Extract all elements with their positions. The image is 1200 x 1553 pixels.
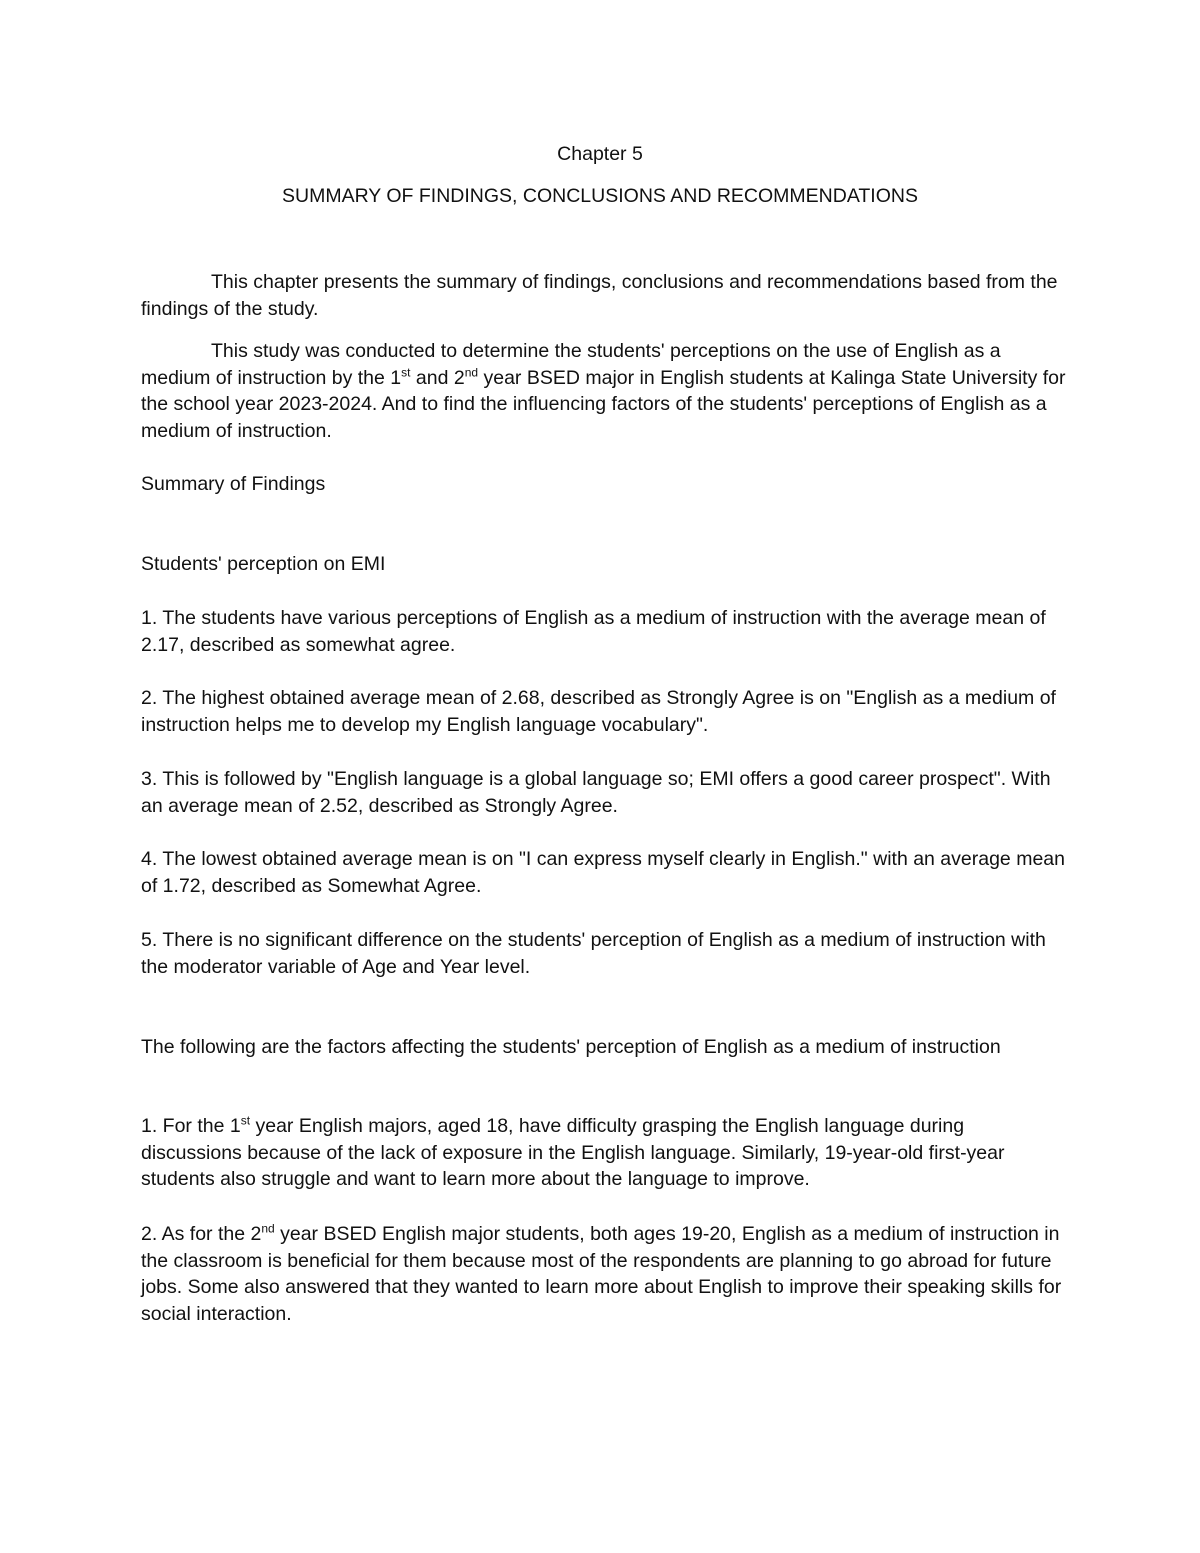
ordinal-suffix-nd: nd bbox=[261, 1221, 275, 1236]
emi-heading: Students' perception on EMI bbox=[141, 553, 386, 575]
emi-finding-2: 2. The highest obtained average mean of 2.68, described as Strongly Agree is on "English as a medium of instruction helps me to develop my English language vocabulary". bbox=[141, 687, 1056, 736]
factor-2-text-2: year BSED English major students, both ages 19-20, English as a medium of instruction in the classroom is beneficial for them because most of the respondents are planning to go abroad for future jobs. Some also answered that they wanted to learn more about English to improve their speaking skills for social interaction. bbox=[141, 1223, 1062, 1325]
factor-2-text-1: 2. As for the 2 bbox=[141, 1223, 262, 1245]
ordinal-suffix-st: st bbox=[240, 1113, 251, 1128]
ordinal-suffix-st: st bbox=[401, 365, 411, 379]
emi-finding-4: 4. The lowest obtained average mean is on "I can express myself clearly in English." with an average mean of 1.72, described as Somewhat Agree. bbox=[141, 848, 1065, 897]
factor-item-1 bbox=[141, 1113, 1066, 1193]
chapter-title: SUMMARY OF FINDINGS, CONCLUSIONS AND RECOMMENDATIONS bbox=[282, 185, 918, 207]
chapter-label: Chapter 5 bbox=[557, 143, 643, 165]
factor-1-text-1: 1. For the 1 bbox=[141, 1115, 241, 1137]
factor-1-text-2: year English majors, aged 18, have difficulty grasping the English language during discussions because of the lack of exposure in the English language. Similarly, 19-year-old first-year students also struggle and want to learn more about the language to improve. bbox=[141, 1115, 1005, 1190]
factor-item-2 bbox=[141, 1221, 1066, 1327]
factors-heading: The following are the factors affecting the students' perception of English as a medium of instruction bbox=[141, 1036, 1001, 1058]
ordinal-suffix-nd: nd bbox=[464, 365, 479, 379]
study-paragraph-text-2: and 2 bbox=[410, 366, 465, 389]
study-paragraph bbox=[141, 338, 1066, 444]
emi-finding-5: 5. There is no significant difference on the students' perception of English as a medium of instruction with the moderator variable of Age and Year level. bbox=[141, 929, 1046, 978]
emi-finding-1: 1. The students have various perceptions of English as a medium of instruction with the average mean of 2.17, described as somewhat agree. bbox=[141, 607, 1046, 656]
study-paragraph-text-1: This study was conducted to determine the students' perceptions on the use of English as a medium of instruction by the 1 bbox=[141, 340, 1001, 389]
study-paragraph-text-3: year BSED major in English students at Kalinga State University for the school year 2023-2024. And to find the influencing factors of the students' perceptions of English as a medium of instruction. bbox=[141, 366, 1066, 442]
emi-finding-3: 3. This is followed by "English language is a global language so; EMI offers a good career prospect". With an average mean of 2.52, described as Strongly Agree. bbox=[141, 768, 1051, 817]
summary-heading: Summary of Findings bbox=[141, 473, 326, 495]
intro-paragraph: This chapter presents the summary of findings, conclusions and recommendations based from the findings of the study. bbox=[141, 271, 1058, 320]
